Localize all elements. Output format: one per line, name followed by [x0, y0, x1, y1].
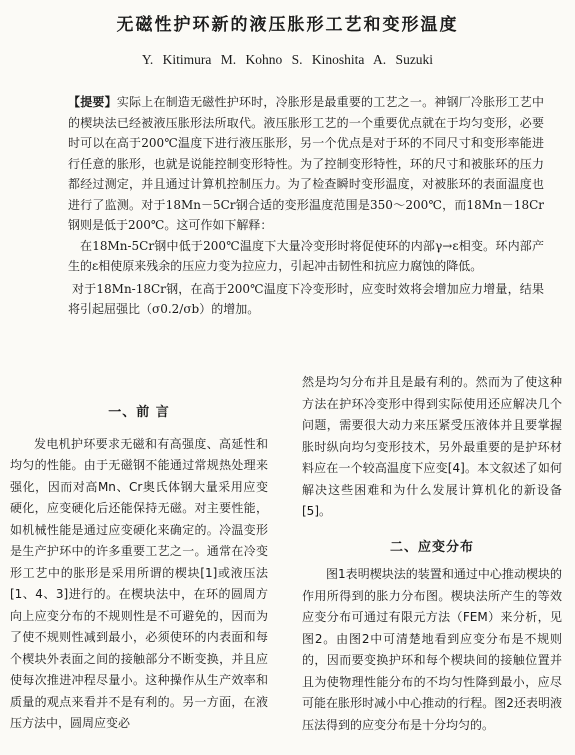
- abstract-label: 【提要】: [68, 95, 117, 109]
- right-column: [302, 372, 562, 736]
- section-heading-strain-distribution: 二、应变分布: [389, 539, 474, 555]
- section-heading-introduction: 一、前 言: [108, 405, 170, 420]
- paper-title: 无磁性护环新的液压胀形工艺和变形温度: [116, 15, 459, 35]
- abstract-block: [68, 92, 544, 320]
- strain-distribution-paragraph: 图1表明楔块法的装置和通过中心推动楔块的作用所得到的胀力分布图。楔块法所产生的等效应变分布可通过有限元方法（FEM）来分析，见图2。由图2中可清楚地看到应变分布是不规则的，因而要变换护环和每个楔块间的接触位置并且为使物理性能分布的不均匀性降到最小，应尽可能在胀形时减小中心推动的行程。图2还表明液压法得到的应变分布是十分均匀的。: [302, 567, 562, 732]
- left-column: [10, 372, 268, 735]
- abstract-paragraph-2: 在18Mn-5Cr钢中低于200℃温度下大量冷变形时将促使环的内部γ→ε相变。环内部产生的ε相使原来残余的压应力变为拉应力，引起冲击韧性和抗应力腐蚀的降低。: [68, 238, 544, 273]
- abstract-paragraph-3: 对于18Mn-18Cr钢，在高于200℃温度下冷变形时，应变时效将会增加应力增量，结果将引起屈强比（σ0.2/σb）的增加。: [68, 281, 544, 316]
- introduction-paragraph: 发电机护环要求无磁和有高强度、高延性和均匀的性能。由于无磁钢不能通过常规热处理来强化，因而对高Mn、Cr奥氏体钢大量采用应变硬化，应变硬化后还能保持无磁。对主要性能，如机械性能是通过应变硬化来确定的。冷温变形是生产护环中的许多重要工艺之一。通常在冷变形工艺中的胀形是采用所谓的楔块[1]或液压法[1、4、3]进行的。在楔块法中，在环的圆周方向上应变分布的不规则性是不可避免的，因而为了使不规则性减到最小，必须使环的内表面和每个楔块外表面之间的接触部分不断变换，并且应使每次推进冲程尽量小。这种操作从生产效率和质量的观点来看并不是有利的。另一方面，在液压方法中，圆周应变必: [10, 436, 268, 730]
- abstract-text-1: 实际上在制造无磁性护环时，冷胀形是最重要的工艺之一。神钢厂冷胀形工艺中的楔块法已经被液压胀形法所取代。液压胀形工艺的一个重要优点就在于均匀变形，必要时可以在高于200℃温度下进行液压胀形，另一个优点是对于环的不同尺寸和变形率能进行任意的胀形，也就是说能控制变形特性。为了控制变形特性，环的尺寸和被胀环的压力都经过测定，并且通过计算机控制压力。为了检查瞬时变形温度，对被胀环的表面温度也进行了监测。对于18Mn－5Cr钢合适的变形温度范围是350～200℃，而18Mn－18Cr钢则是低于200℃。这可作如下解释：: [68, 95, 544, 232]
- abstract-paragraph-1: [68, 92, 544, 236]
- introduction-continuation: 然是均匀分布并且是最有利的。然而为了使这种方法在护环冷变形中得到实际使用还应解决几个问题，需要很大动力来压紧受压液体并且要掌握胀时纵向均匀变形技术，另外最重要的是护环材料应在一个较高温度下应变[4]。本文叙述了如何解决这些困难和为什么发展计算机化的新设备[5]。: [302, 375, 562, 518]
- author-list: Y. Kitimura M. Kohno S. Kinoshita A. Suzuki: [141, 52, 434, 67]
